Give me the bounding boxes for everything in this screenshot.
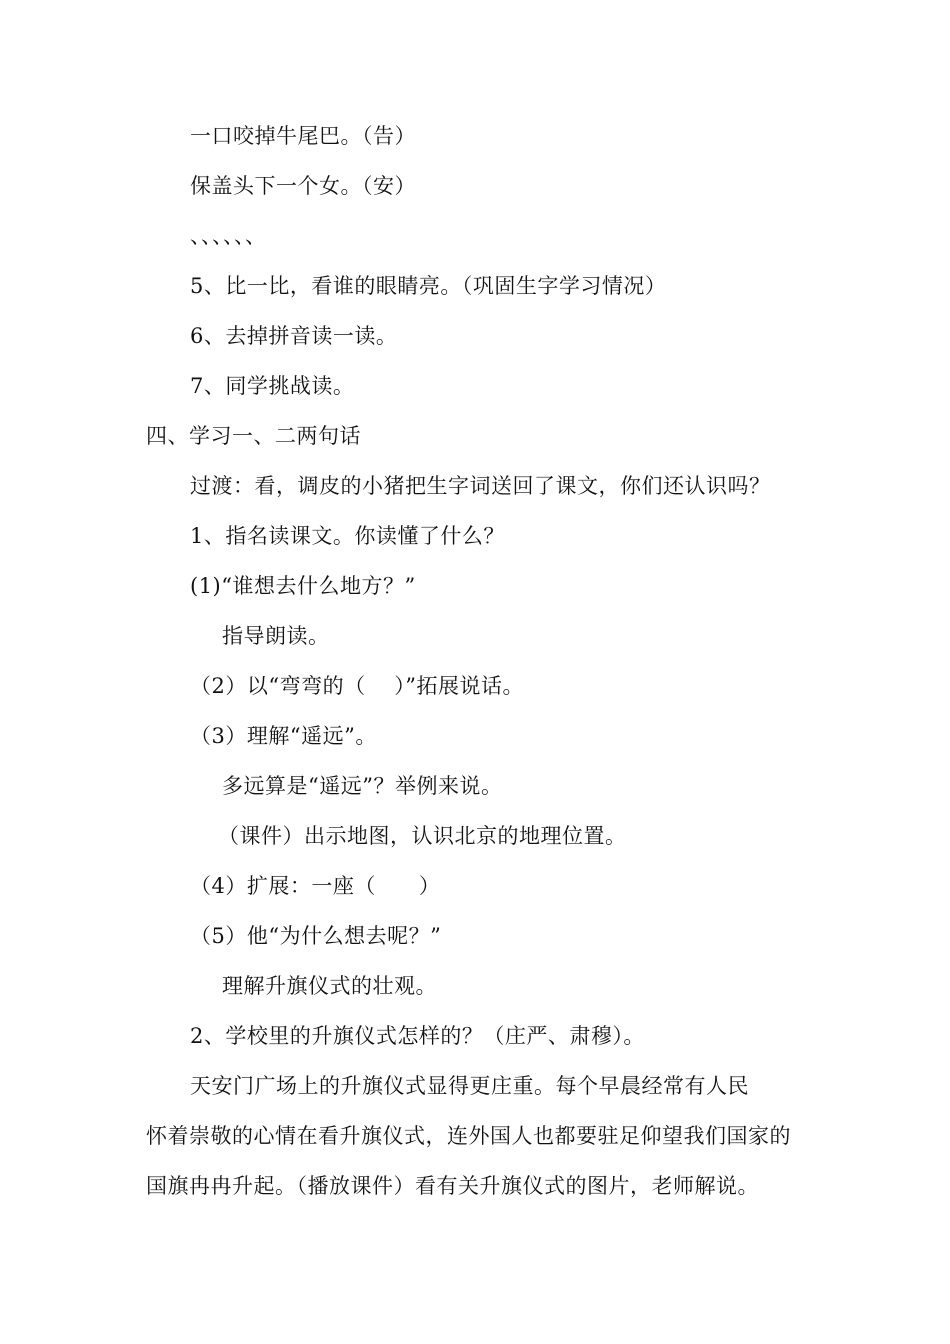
step-7-line: 7、同学挑战读。 — [190, 374, 355, 398]
section-four-heading: 四、学习一、二两句话 — [146, 424, 361, 448]
step-5-line: 5、比一比，看谁的眼睛亮。（巩固生字学习情况） — [190, 274, 667, 298]
paragraph-line-3: 国旗冉冉升起。（播放课件）看有关升旗仪式的图片，老师解说。 — [146, 1174, 759, 1198]
courseware-map-line: （课件）出示地图，认识北京的地理位置。 — [218, 824, 627, 848]
paragraph-line-2: 怀着崇敬的心情在看升旗仪式，连外国人也都要驻足仰望我们国家的 — [146, 1124, 791, 1148]
transition-line: 过渡：看，调皮的小猪把生字词送回了课文，你们还认识吗？ — [190, 474, 771, 498]
point-2-line: 2、学校里的升旗仪式怎样的？（庄严、肃穆）。 — [190, 1024, 645, 1048]
guided-reading-line: 指导朗读。 — [222, 624, 330, 648]
step-6-line: 6、去掉拼音读一读。 — [190, 324, 398, 348]
sub-point-4-line: （4）扩展：一座（ ） — [190, 874, 441, 898]
riddle-line-gao: 一口咬掉牛尾巴。（告） — [190, 124, 416, 148]
understand-ceremony-line: 理解升旗仪式的壮观。 — [222, 974, 437, 998]
ellipsis-line: 、、、、、、 — [190, 224, 267, 248]
point-1-line: 1、指名读课文。你读懂了什么？ — [190, 524, 505, 548]
sub-point-1-line: (1)“谁想去什么地方？” — [190, 574, 416, 598]
how-far-line: 多远算是“遥远”？举例来说。 — [222, 774, 503, 798]
sub-point-3-line: （3）理解“遥远”。 — [190, 724, 377, 748]
riddle-line-an: 保盖头下一个女。（安） — [190, 174, 416, 198]
paragraph-line-1: 天安门广场上的升旗仪式显得更庄重。每个早晨经常有人民 — [190, 1074, 749, 1098]
sub-point-2-line: （2）以“弯弯的（ ）”拓展说话。 — [190, 674, 525, 698]
sub-point-5-line: （5）他“为什么想去呢？” — [190, 924, 442, 948]
